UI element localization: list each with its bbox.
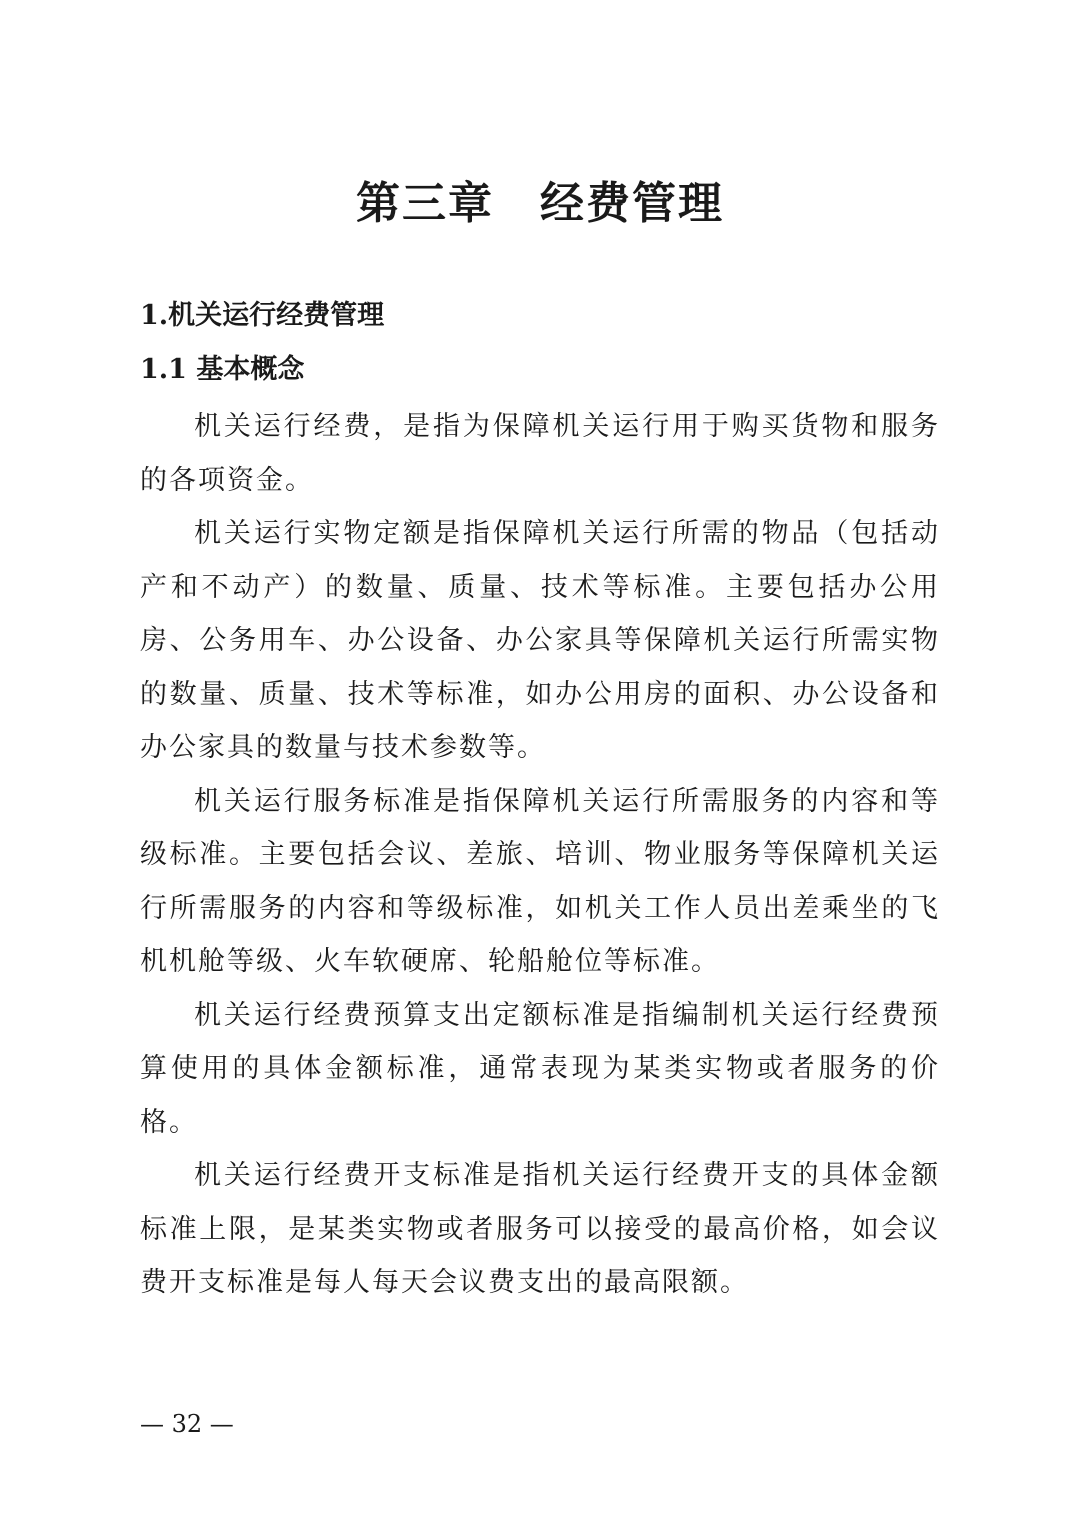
paragraph-material-quota: 机关运行实物定额是指保障机关运行所需的物品（包括动产和不动产）的数量、质量、技术等标准。主要包括办公用房、公务用车、办公设备、办公家具等保障机关运行所需实物的数量、质量、技术等标准，如办公用房的面积、办公设备和办公家具的数量与技术参数等。 (140, 518, 940, 763)
chapter-title: 第三章 经费管理 (356, 178, 724, 229)
paragraph-budget-quota: 机关运行经费预算支出定额标准是指编制机关运行经费预算使用的具体金额标准，通常表现为某类实物或者服务的价格。 (140, 999, 940, 1138)
paragraph-expense-standard: 机关运行经费开支标准是指机关运行经费开支的具体金额标准上限，是某类实物或者服务可以接受的最高价格，如会议费开支标准是每人每天会议费支出的最高限额。 (140, 1160, 940, 1298)
paragraph-operating-funds: 机关运行经费，是指为保障机关运行用于购买货物和服务的各项资金。 (140, 411, 940, 496)
page-number: — 32 — (140, 1410, 234, 1438)
section-heading-1: 1.机关运行经费管理 (140, 300, 385, 331)
paragraph-service-standard: 机关运行服务标准是指保障机关运行所需服务的内容和等级标准。主要包括会议、差旅、培训、物业服务等保障机关运行所需服务的内容和等级标准，如机关工作人员出差乘坐的飞机机舱等级、火车软硬席、轮船舱位等标准。 (140, 785, 940, 977)
section-heading-1-1: 1.1 基本概念 (140, 354, 305, 385)
body-text (140, 400, 940, 1310)
